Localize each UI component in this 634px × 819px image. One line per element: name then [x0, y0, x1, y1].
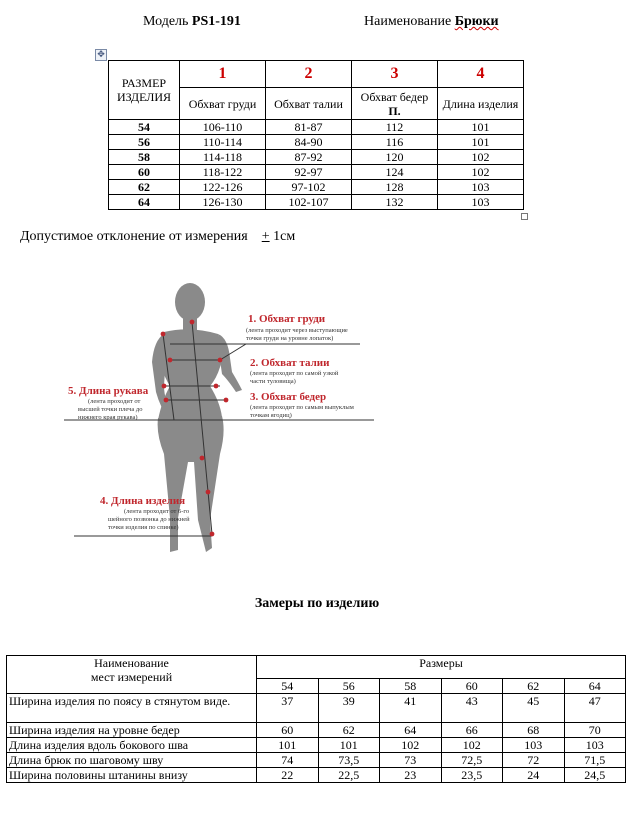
value-cell: 118-122 [180, 165, 266, 180]
label-5-desc: высшей точки плеча до [78, 406, 143, 413]
label-1-title: 1. Обхват груди [248, 313, 326, 325]
label-4-desc: точки изделия по спинке) [108, 524, 179, 531]
size-corner-label: РАЗМЕР ИЗДЕЛИЯ [109, 61, 180, 120]
measure-value: 73,5 [318, 753, 380, 768]
size-header: 60 [441, 679, 503, 694]
value-cell: 102 [438, 165, 524, 180]
label-2-title: 2. Обхват талии [250, 357, 330, 369]
col-number-3: 3 [352, 61, 438, 88]
measure-name: Ширина изделия на уровне бедер [7, 723, 257, 738]
measure-value: 43 [441, 694, 503, 723]
measure-value: 45 [503, 694, 565, 723]
tolerance-value: 1см [273, 229, 296, 244]
size-cell: 60 [109, 165, 180, 180]
measure-name: Длина брюк по шаговому шву [7, 753, 257, 768]
name-label: Наименование [364, 14, 452, 29]
size-cell: 62 [109, 180, 180, 195]
label-2-desc: (лента проходит по самой узкой [250, 370, 339, 377]
size-row [109, 150, 524, 165]
measure-value: 24 [503, 768, 565, 783]
size-header: 64 [564, 679, 626, 694]
col-number-1: 1 [180, 61, 266, 88]
measure-value: 73 [380, 753, 442, 768]
value-cell: 106-110 [180, 120, 266, 135]
size-cell: 58 [109, 150, 180, 165]
value-cell: 110-114 [180, 135, 266, 150]
name-value: Брюки [454, 14, 499, 29]
value-cell: 101 [438, 120, 524, 135]
model-value: PS1-191 [191, 14, 241, 29]
value-cell: 128 [352, 180, 438, 195]
measure-name: Ширина половины штанины внизу [7, 768, 257, 783]
size-row [109, 180, 524, 195]
measure-value: 102 [441, 738, 503, 753]
label-4-title: 4. Длина изделия [100, 495, 186, 507]
value-cell: 97-102 [266, 180, 352, 195]
measure-value: 102 [380, 738, 442, 753]
size-header: 62 [503, 679, 565, 694]
tolerance-text: Допустимое отклонение от измерения [20, 229, 248, 244]
value-cell: 81-87 [266, 120, 352, 135]
size-row [109, 195, 524, 210]
measure-value: 23,5 [441, 768, 503, 783]
label-3-desc: точкам ягодиц) [250, 412, 292, 419]
value-cell: 101 [438, 135, 524, 150]
measure-value: 47 [564, 694, 626, 723]
measure-value: 71,5 [564, 753, 626, 768]
col-label-2: Обхват талии [266, 88, 352, 120]
value-cell: 116 [352, 135, 438, 150]
value-cell: 103 [438, 180, 524, 195]
value-cell: 124 [352, 165, 438, 180]
measure-value: 101 [257, 738, 319, 753]
col-number-4: 4 [438, 61, 524, 88]
measure-row [7, 723, 626, 738]
label-4-desc: шейного позвонка до нижней [108, 516, 190, 523]
measure-value: 74 [257, 753, 319, 768]
value-cell: 112 [352, 120, 438, 135]
col-label-3-text: Обхват бедер [360, 89, 429, 104]
label-5-title: 5. Длина рукава [68, 385, 149, 397]
label-3-title: 3. Обхват бедер [250, 391, 327, 403]
value-cell: 120 [352, 150, 438, 165]
col-label-3 [352, 88, 438, 120]
size-cell: 54 [109, 120, 180, 135]
section-title: Замеры по изделию [254, 596, 380, 611]
measure-value: 72,5 [441, 753, 503, 768]
col-label-4: Длина изделия [438, 88, 524, 120]
value-cell: 102-107 [266, 195, 352, 210]
size-row [109, 165, 524, 180]
value-cell: 102 [438, 150, 524, 165]
tolerance-note [20, 229, 295, 245]
measure-value: 70 [564, 723, 626, 738]
col-number-2: 2 [266, 61, 352, 88]
measure-value: 62 [318, 723, 380, 738]
value-cell: 103 [438, 195, 524, 210]
label-1-desc: точки груди на уровне лопаток) [246, 335, 334, 342]
model-label: Модель [143, 14, 189, 29]
measure-value: 103 [564, 738, 626, 753]
measure-value: 41 [380, 694, 442, 723]
col-label-3-suffix: П. [388, 103, 401, 118]
value-cell: 122-126 [180, 180, 266, 195]
measure-row [7, 768, 626, 783]
measure-name: Длина изделия вдоль бокового шва [7, 738, 257, 753]
measure-header-left-line: Наименование [94, 656, 169, 670]
table-move-handle[interactable]: ✥ [95, 49, 107, 61]
measure-value: 64 [380, 723, 442, 738]
body-silhouette-illustration [60, 282, 390, 568]
model-heading [143, 14, 241, 30]
measure-name: Ширина изделия по поясу в стянутом виде. [7, 694, 257, 723]
measure-row [7, 694, 626, 723]
value-cell: 126-130 [180, 195, 266, 210]
measure-value: 66 [441, 723, 503, 738]
size-cell: 56 [109, 135, 180, 150]
size-row [109, 120, 524, 135]
name-heading [364, 14, 499, 30]
measure-value: 103 [503, 738, 565, 753]
measure-header-left [7, 656, 257, 694]
col-label-1: Обхват груди [180, 88, 266, 120]
measurements-table [6, 655, 626, 783]
label-3-desc: (лента проходит по самым выпуклым [250, 404, 354, 411]
size-row [109, 135, 524, 150]
measure-value: 22 [257, 768, 319, 783]
measure-value: 22,5 [318, 768, 380, 783]
label-4-desc: (лента проходит от 6-го [124, 508, 190, 515]
size-table [108, 60, 524, 210]
measure-header-sizes: Размеры [257, 656, 626, 679]
measure-header-left-line: мест измерений [90, 670, 173, 684]
measurement-figure [60, 282, 390, 568]
value-cell: 87-92 [266, 150, 352, 165]
measure-value: 37 [257, 694, 319, 723]
size-header: 58 [380, 679, 442, 694]
value-cell: 132 [352, 195, 438, 210]
plus-minus-sign: + [261, 229, 270, 244]
size-header: 54 [257, 679, 319, 694]
value-cell: 114-118 [180, 150, 266, 165]
label-2-desc: части туловища) [250, 378, 296, 385]
label-5-desc: нижнего края рукава) [78, 414, 138, 421]
measure-value: 60 [257, 723, 319, 738]
value-cell: 92-97 [266, 165, 352, 180]
label-5-desc: (лента проходит от [88, 398, 141, 405]
measure-value: 68 [503, 723, 565, 738]
measure-value: 23 [380, 768, 442, 783]
measure-value: 39 [318, 694, 380, 723]
size-cell: 64 [109, 195, 180, 210]
measure-row [7, 738, 626, 753]
value-cell: 84-90 [266, 135, 352, 150]
measure-value: 101 [318, 738, 380, 753]
measure-value: 72 [503, 753, 565, 768]
table-resize-handle[interactable] [521, 213, 528, 220]
label-1-desc: (лента проходит через выступающие [246, 327, 348, 334]
size-header: 56 [318, 679, 380, 694]
measure-row [7, 753, 626, 768]
measure-value: 24,5 [564, 768, 626, 783]
